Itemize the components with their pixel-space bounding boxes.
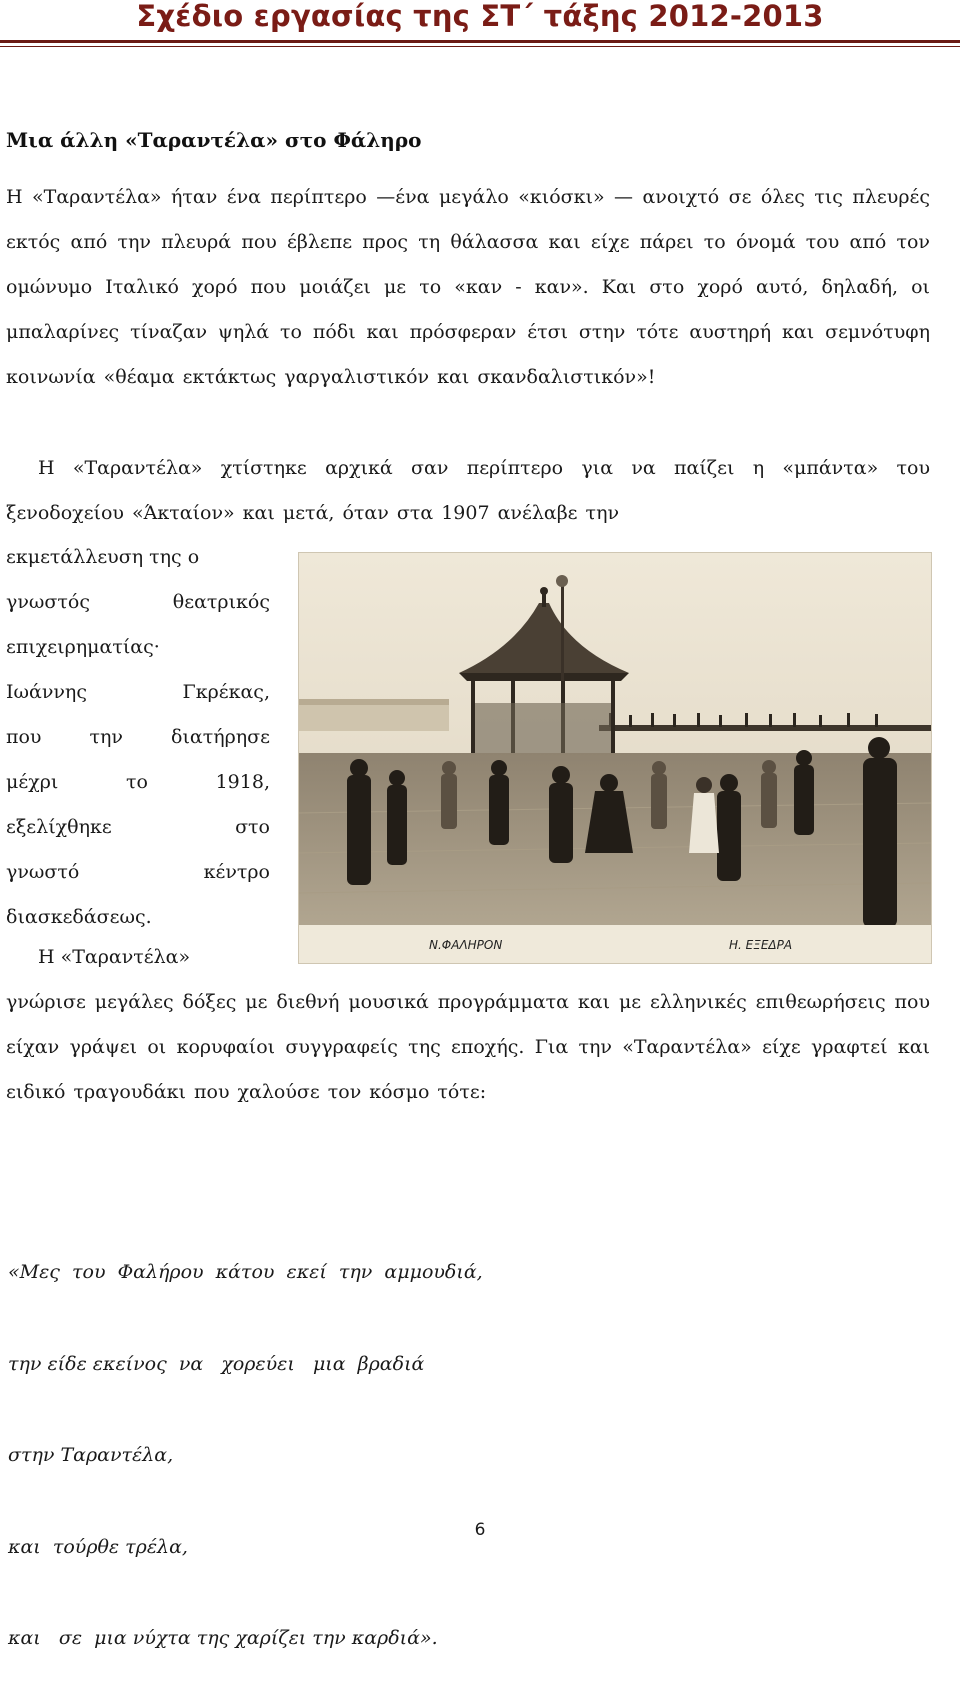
paragraph-2-intro <box>6 446 930 536</box>
wrap-line: διασκεδάσεως. <box>6 906 152 928</box>
paragraph-2-wrapped-column <box>6 535 270 940</box>
historic-photo-faliro-exedra <box>298 552 932 964</box>
wrap-line: γνωστό κέντρο <box>6 861 270 883</box>
photo-illustration <box>299 553 931 963</box>
verse-line: την είδε εκείνος να χορεύει μια βραδιά <box>8 1352 425 1375</box>
verse-line: «Μες του Φαλήρου κάτου εκεί την αμμουδιά, <box>8 1261 483 1283</box>
header-rule-thin <box>0 46 960 47</box>
wrap-line: γνωστός θεατρικός <box>6 591 270 613</box>
paragraph-2-line: Η «Ταραντέλα» χτίστηκε αρχικά σαν περίπτερο για να παίζει η «μπάντα» του ξενοδοχείου «Άκταίον» και μετά, όταν στα 1907 ανέλαβε την <box>6 457 930 524</box>
verse-line: και σε μια νύχτα της χαρίζει την καρδιά». <box>8 1627 438 1649</box>
paragraph-3-lead: Η «Ταραντέλα» <box>38 946 191 968</box>
page-number: 6 <box>474 1520 486 1540</box>
header-rule-thick <box>0 40 960 43</box>
page-header <box>0 0 960 42</box>
section-heading: Μια άλλη «Ταραντέλα» στο Φάληρο <box>6 128 422 152</box>
wrap-line: εξελίχθηκε στο <box>6 816 270 838</box>
wrap-line: μέχρι το 1918, <box>6 771 270 793</box>
document-title: Σχέδιο εργασίας της ΣΤ΄ τάξης 2012-2013 <box>136 0 824 33</box>
photo-caption-left: Ν.ΦΑΛΗΡΟΝ <box>429 938 503 952</box>
photo-caption-right: Η. ΕΞΕΔΡΑ <box>729 938 793 952</box>
verse-line: στην Ταραντέλα, <box>8 1444 174 1466</box>
wrap-line: που την διατήρησε <box>6 726 270 748</box>
wrap-line: Ιωάννης Γκρέκας, <box>6 681 270 703</box>
verse-line: και τούρθε τρέλα, <box>8 1535 188 1558</box>
wrap-line: εκμετάλλευση της ο <box>6 546 200 568</box>
paragraph-1: Η «Ταραντέλα» ήταν ένα περίπτερο —ένα μεγάλο «κιόσκι» — ανοιχτό σε όλες τις πλευρές εκτός από την πλευρά που έβλεπε προς τη θάλασσα και είχε πάρει το όνομά του από τον ομώνυμο Ιταλικό χορό που μοιάζει με το «καν - καν». Και στο χορό αυτό, δηλαδή, οι μπαλαρίνες τίναζαν ψηλά το πόδι και πρόσφεραν έτσι στην τότε αυστηρή και σεμνότυφη κοινωνία «θέαμα εκτάκτως γαργαλιστικόν και σκανδαλιστικόν»! <box>6 186 930 388</box>
wrap-line: επιχειρηματίας· <box>6 636 160 658</box>
paragraph-3: γνώρισε μεγάλες δόξες με διεθνή μουσικά προγράμματα και με ελληνικές επιθεωρήσεις που είχαν γράψει οι κορυφαίοι συγγραφείς της εποχής. Για την «Ταραντέλα» είχε γραφτεί και ειδικό τραγουδάκι που χαλούσε τον κόσμο τότε: <box>6 991 930 1103</box>
song-verse <box>8 1196 708 1684</box>
